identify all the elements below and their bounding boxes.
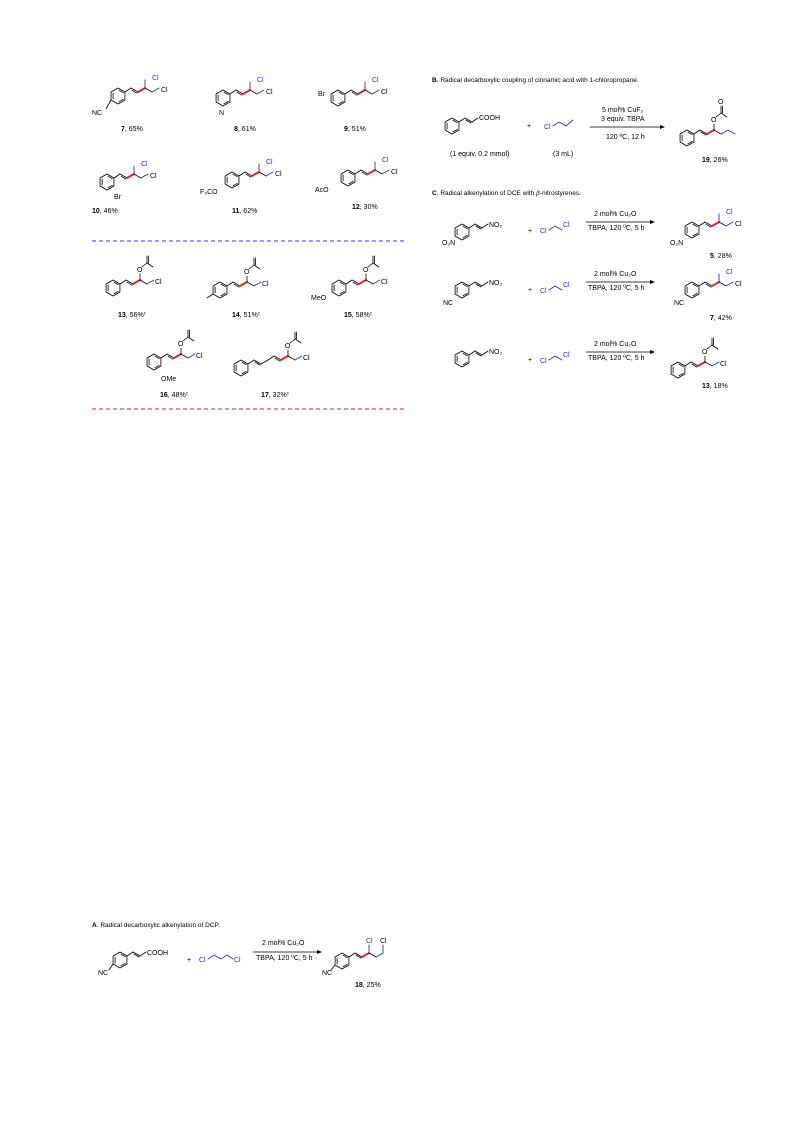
condition: 2 mol% Cu₂O [594, 271, 637, 278]
section-a-title: A. Radical decarboxylic alkenylation of DCP. [92, 922, 220, 929]
atom-label: AcO [315, 187, 329, 194]
atom-label: Cl [735, 281, 742, 288]
atom-label: Cl [275, 171, 282, 178]
condition: TBPA, 120 ºC, 5 h [588, 355, 645, 362]
atom-label: Cl [150, 173, 157, 180]
atom-label: Cl [266, 89, 273, 96]
atom-label: Cl [563, 282, 570, 289]
atom-label: NC [674, 300, 685, 307]
compound-label: 13, 56%$^c$ [118, 310, 146, 319]
compound-9 [318, 77, 388, 133]
atom-label: NO₂ [489, 349, 503, 356]
sm-note: (1 equiv. 0.2 mmol) [450, 151, 510, 158]
atom-label: O [363, 267, 369, 274]
atom-label: Cl [735, 221, 742, 228]
section-c [432, 190, 742, 390]
atom-label: Cl [380, 938, 387, 945]
atom-label: NO₂ [489, 222, 503, 229]
reagent-note: (3 mL) [553, 151, 574, 158]
product-label: 5, 28% [710, 253, 732, 260]
atom-label: Cl [726, 269, 733, 276]
atom-label: O [178, 341, 184, 348]
compound-13 [106, 256, 162, 319]
atom-label: Cl [199, 957, 206, 964]
atom-label: Cl [366, 938, 373, 945]
plus-sign: + [527, 123, 532, 130]
atom-label: O [137, 267, 143, 274]
atom-label: Cl [141, 161, 148, 168]
plus-sign: + [528, 228, 533, 235]
atom-label: NC [322, 970, 333, 977]
product-label: 18, 25% [355, 982, 381, 989]
compound-label: 16, 48%$^c$ [160, 390, 188, 399]
atom-label: Cl [152, 75, 159, 82]
condition: 2 mol% Cu₂O [594, 341, 637, 348]
atom-label: NC [98, 970, 109, 977]
condition: TBPA, 120 ºC, 5 h [588, 285, 645, 292]
compound-label: 14, 51%$^c$ [232, 310, 260, 319]
atom-label: O [702, 349, 708, 356]
atom-label: O₂N [442, 240, 456, 247]
condition: 5 mol% CuF₂ [602, 107, 644, 114]
atom-label: Cl [257, 77, 264, 84]
compound-16 [147, 330, 203, 399]
atom-label: NC [443, 300, 454, 307]
condition: TBPA, 120 ºC, 5 h [588, 225, 645, 232]
section-b [432, 77, 735, 164]
atom-label: Br [318, 91, 325, 98]
atom-label: Cl [563, 352, 570, 359]
atom-label: Cl [161, 87, 168, 94]
compound-label: 12, 30% [352, 204, 378, 211]
atom-label: O [244, 269, 250, 276]
plus-sign: + [528, 287, 533, 294]
atom-label: Br [114, 194, 121, 201]
section-a [92, 922, 387, 989]
condition: TBPA, 120 ºC, 5 h [256, 955, 313, 962]
compound-15 [311, 256, 388, 319]
compound-label: 17, 32%$^c$ [261, 390, 289, 399]
atom-label: O [711, 117, 717, 124]
product-label: 19, 26% [702, 157, 728, 164]
condition: 2 mol% Cu₂O [594, 211, 637, 218]
atom-label: OMe [161, 376, 177, 383]
atom-label: Cl [563, 222, 570, 229]
compound-10 [92, 161, 157, 215]
atom-label: Cl [372, 77, 379, 84]
atom-label: COOH [479, 115, 500, 122]
condition: 120 ºC, 12 h [606, 134, 645, 141]
atom-label: O [285, 343, 291, 350]
condition: 2 mol% Cu₂O [262, 940, 305, 947]
atom-label: MeO [311, 295, 327, 302]
compound-label: 7, 65% [121, 126, 143, 133]
atom-label: Cl [234, 957, 241, 964]
compound-7 [92, 75, 168, 133]
atom-label: Cl [262, 281, 269, 288]
atom-label: Cl [381, 89, 388, 96]
atom-label: O [718, 99, 724, 106]
product-label: 7, 42% [710, 315, 732, 322]
atom-label: Cl [303, 355, 310, 362]
compound-label: 15, 58%$^c$ [344, 310, 372, 319]
atom-label: F₃CO [200, 189, 218, 196]
compound-14 [207, 258, 269, 319]
atom-label: COOH [147, 950, 168, 957]
section-c-title: C. Radical alkenylation of DCE with β-nitrostyrenes. [432, 190, 581, 197]
compound-8 [216, 77, 273, 133]
atom-label: Cl [720, 361, 727, 368]
atom-label: Cl [391, 169, 398, 176]
product-label: 13, 18% [702, 383, 728, 390]
atom-label: Cl [726, 209, 733, 216]
compound-label: 10, 46% [92, 208, 118, 215]
atom-label: NO₂ [489, 280, 503, 287]
plus-sign: + [528, 357, 533, 364]
atom-label: Cl [540, 228, 547, 235]
atom-label: Cl [381, 279, 388, 286]
compound-11 [200, 159, 282, 215]
compound-12 [315, 157, 398, 211]
atom-label: Cl [155, 279, 162, 286]
atom-label: O₂N [670, 240, 684, 247]
atom-label: N [219, 110, 225, 117]
compound-label: 11, 62% [232, 208, 258, 215]
atom-label: Cl [266, 159, 273, 166]
atom-label: Cl [540, 358, 547, 365]
atom-label: Cl [544, 124, 551, 131]
atom-label: Cl [382, 157, 389, 164]
section-b-title: B. Radical decarboxylic coupling of cinnamic acid with 1-chloropropane. [432, 77, 639, 84]
atom-label: Cl [540, 288, 547, 295]
atom-label: NC [92, 110, 103, 117]
compound-label: 9, 51% [344, 126, 366, 133]
condition: 3 equiv. TBPA [601, 116, 645, 123]
plus-sign: + [187, 957, 192, 964]
compound-17 [234, 332, 310, 399]
atom-label: Cl [196, 353, 203, 360]
compound-label: 8, 61% [234, 126, 256, 133]
